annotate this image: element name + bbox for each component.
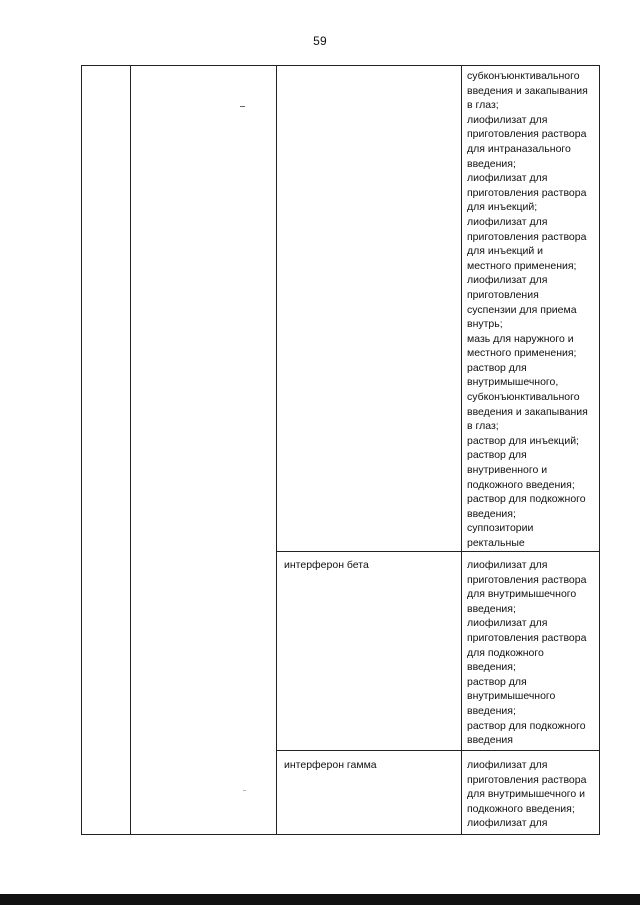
row-divider-1 (276, 551, 600, 552)
scan-mark (243, 790, 246, 791)
table-row-2-forms: лиофилизат для приготовления раствора для внутримышечного введения; лиофилизат для приготовления раствора для подкожного введения; раствор для внутримышечного введения; раствор для подкожного введения (467, 559, 587, 747)
scan-bottom-edge (0, 894, 640, 905)
column-divider-1 (130, 65, 131, 835)
scan-mark (240, 106, 245, 107)
column-divider-3 (461, 65, 462, 835)
table-row-3-name: интерферон гамма (284, 759, 377, 771)
table-row-1-forms: субконъюнктивального введения и закапывания в глаз; лиофилизат для приготовления раствора для интраназального введения; лиофилизат для приготовления раствора для инъекций; лиофилизат для приготовления раствора для инъекций и местного применения; лиофилизат для приготовления суспензии для приема внутрь; мазь для наружного и местного применения; раствор для внутримышечного, субконъюнктивального введения и закапывания в глаз; раствор для инъекций; раствор для внутривенного и подкожного введения; раствор для подкожного введения; суппозитории ректальные (467, 70, 588, 549)
table-row-2-name: интерферон бета (284, 559, 369, 571)
table-row-3-forms: лиофилизат для приготовления раствора для внутримышечного и подкожного введения; лиофилизат для (467, 759, 587, 830)
row-divider-2 (276, 750, 600, 751)
column-divider-2 (276, 65, 277, 835)
page-number: 59 (313, 34, 327, 48)
